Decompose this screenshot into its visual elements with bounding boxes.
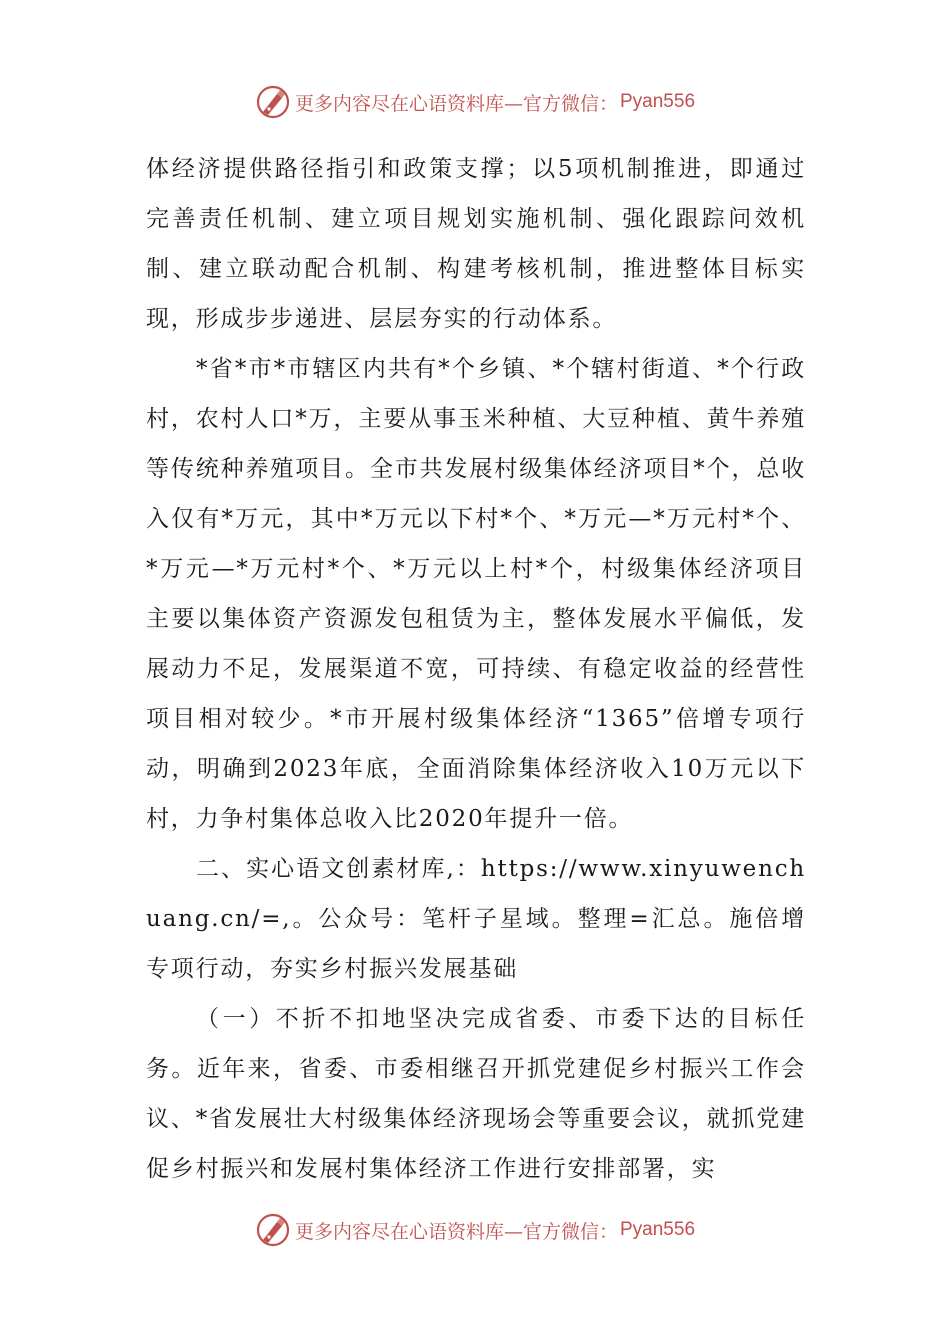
document-body <box>146 144 806 1194</box>
watermark-text: 更多内容尽在心语资料库—官方微信： <box>294 1220 618 1243</box>
paragraph-2: *省*市*市辖区内共有*个乡镇、*个辖村街道、*个行政村，农村人口*万，主要从事玉米种植、大豆种植、黄牛养殖等传统种养殖项目。全市共发展村级集体经济项目*个，总收入仅有*万元，其中*万元以下村*个、*万元—*万元村*个、*万元—*万元村*个、*万元以上村*个，村级集体经济项目主要以集体资产资源发包租赁为主，整体发展水平偏低，发展动力不足，发展渠道不宽，可持续、有稳定收益的经营性项目相对较少。*市开展村级集体经济“1365”倍增专项行动，明确到2023年底，全面消除集体经济收入10万元以下村，力争村集体总收入比2020年提升一倍。 <box>146 356 806 832</box>
pen-nib-logo-icon <box>255 84 291 120</box>
watermark-wechat-id: Pyan556 <box>620 1219 696 1240</box>
watermark-wechat-id: Pyan556 <box>620 91 696 112</box>
pen-nib-logo-icon <box>255 1212 291 1248</box>
paragraph-1: 体经济提供路径指引和政策支撑；以5项机制推进，即通过完善责任机制、建立项目规划实施机制、强化跟踪问效机制、建立联动配合机制、构建考核机制，推进整体目标实现，形成步步递进、层层夯实的行动体系。 <box>146 156 806 332</box>
watermark-text: 更多内容尽在心语资料库—官方微信： <box>294 92 618 115</box>
watermark-header <box>0 80 950 124</box>
watermark-footer <box>0 1208 950 1252</box>
section-heading-2: 二、实心语文创素材库,：https://www.xinyuwenchuang.cn/=,。公众号：笔杆子星域。整理=汇总。施倍增专项行动，夯实乡村振兴发展基础 <box>146 856 806 982</box>
paragraph-3: （一）不折不扣地坚决完成省委、市委下达的目标任务。近年来，省委、市委相继召开抓党建促乡村振兴工作会议、*省发展壮大村级集体经济现场会等重要会议，就抓党建促乡村振兴和发展村集体经济工作进行安排部署，实 <box>146 1006 806 1182</box>
